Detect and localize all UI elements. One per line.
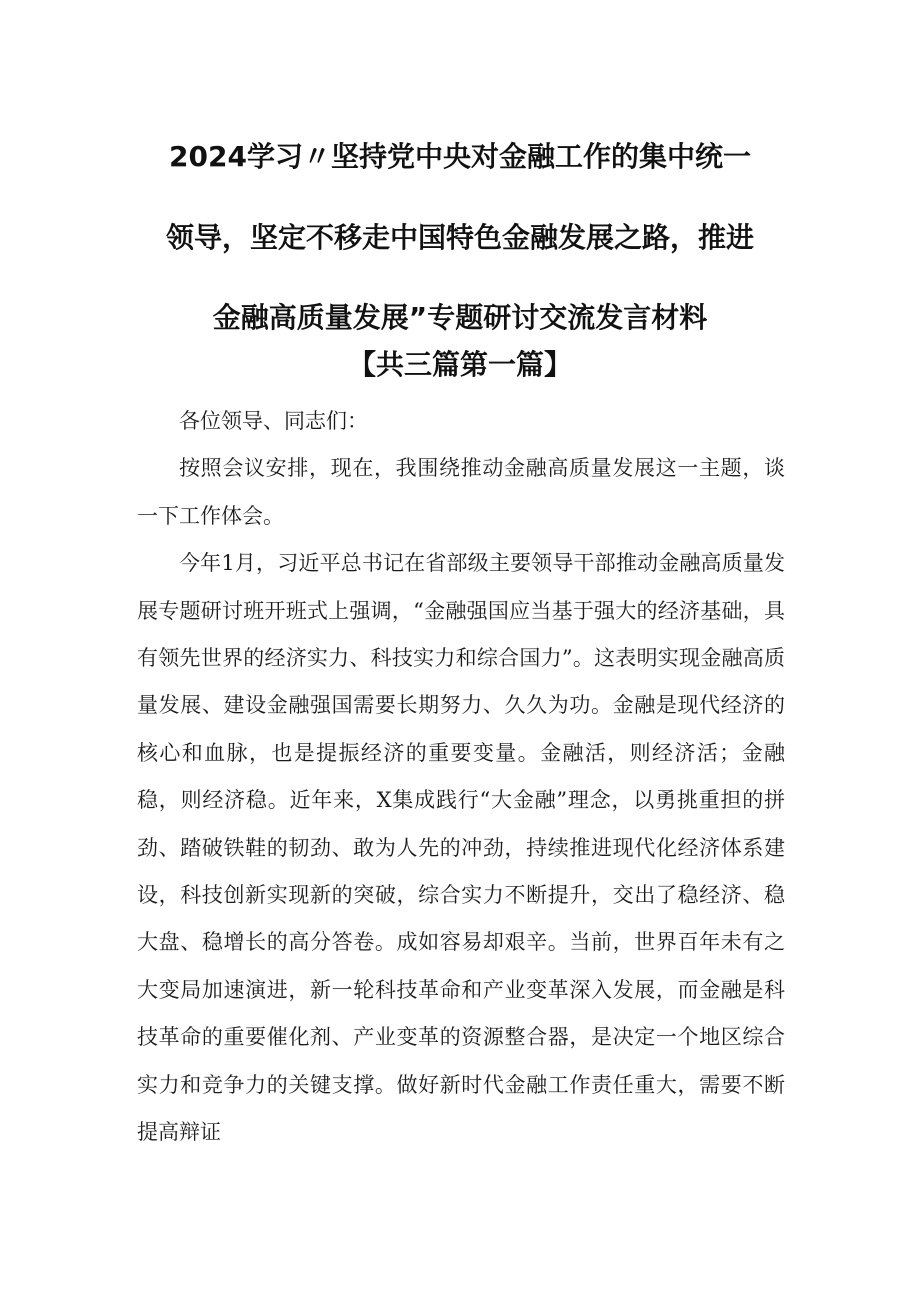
title-line-1: 2024学习〃坚持党中央对金融工作的集中统一	[169, 140, 751, 173]
title-line-2: 领导，坚定不移走中国特色金融发展之路，推进	[165, 221, 754, 254]
paragraph-1: 按照会议安排，现在，我围绕推动金融高质量发展这一主题，谈一下工作体会。	[137, 456, 785, 528]
title-line-3: 金融高质量发展”专题研讨交流发言材料	[212, 301, 708, 334]
document-body	[137, 398, 785, 1157]
paragraph-2: 今年1月，习近平总书记在省部级主要领导干部推动金融高质量发展专题研讨班开班式上强调，“金融强国应当基于强大的经济基础，具有领先世界的经济实力、科技实力和综合国力”。这表明实现金融高质量发展、建设金融强国需要长期努力、久久为功。金融是现代经济的核心和血脉，也是提振经济的重要变量。金融活，则经济活；金融稳，则经济稳。近年来，X集成践行“大金融”理念，以勇挑重担的拼劲、踏破铁鞋的韧劲、敢为人先的冲劲，持续推进现代化经济体系建设，科技创新实现新的突破，综合实力不断提升，交出了稳经济、稳大盘、稳增长的高分答卷。成如容易却艰辛。当前，世界百年未有之大变局加速演进，新一轮科技革命和产业变革深入发展，而金融是科技革命的重要催化剂、产业变革的资源整合器，是决定一个地区综合实力和竞争力的关键支撑。做好新时代金融工作责任重大，需要不断提高辩证	[137, 551, 785, 1145]
title-line-4: 【共三篇第一篇】	[347, 348, 572, 381]
salutation: 各位领导、同志们：	[179, 409, 368, 433]
